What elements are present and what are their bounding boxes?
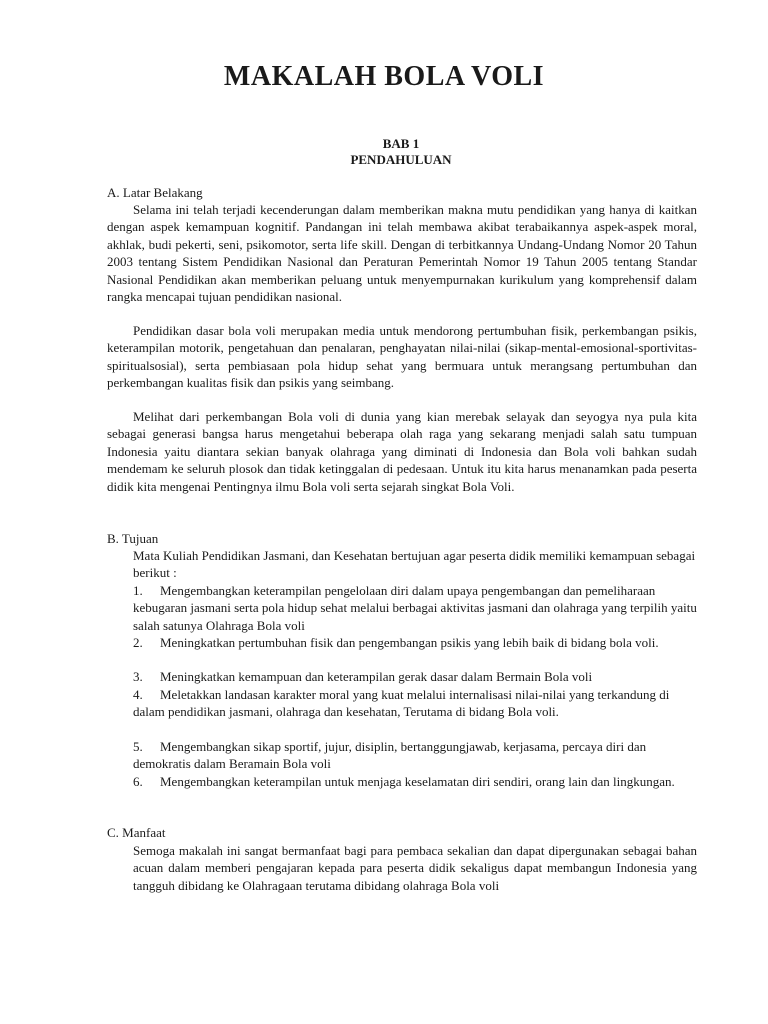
list-item-text: Meningkatkan kemampuan dan keterampilan gerak dasar dalam Bermain Bola voli [160,669,593,684]
list-number: 3. [133,669,143,684]
list-item-text: Meletakkan landasan karakter moral yang kuat melalui internalisasi nilai-nilai yang terkandung di dalam pendidikan jasmani, olahraga dan kesehatan, Terutama di bidang Bola voli. [133,687,670,720]
list-number: 6. [133,774,143,789]
list-item-text: Mengembangkan keterampilan pengelolaan diri dalam upaya pengembangan dan pemeliharaan kebugaran jasmani serta pola hidup sehat melalui berbagai aktivitas jasmani dan olahraga yang terpilih yaitu salah satunya Olahraga Bola voli [133,583,697,633]
document-title: MAKALAH BOLA VOLI [223,61,545,92]
section-heading-tujuan: B. Tujuan [107,531,159,546]
tujuan-intro: Mata Kuliah Pendidikan Jasmani, dan Kesehatan bertujuan agar peserta didik memiliki kemampuan sebagai berikut : [133,548,696,581]
paragraph-latar-belakang-2: Pendidikan dasar bola voli merupakan media untuk mendorong pertumbuhan fisik, perkembangan psikis, keterampilan motorik, pengetahuan dan penalaran, penghayatan nilai-nilai (sikap-mental-emosional-sportivitas-spiritualsosial), serta pembiasaan pola hidup sehat yang bermuara untuk merangsang pertumbuhan dan perkembangan kualitas fisik dan psikis yang seimbang. [107,323,697,391]
list-item-text: Mengembangkan keterampilan untuk menjaga keselamatan diri sendiri, orang lain dan lingkungan. [160,774,675,789]
tujuan-item-2 [133,634,697,651]
chapter-name: PENDAHULUAN [350,152,452,167]
tujuan-item-6 [133,773,697,790]
section-heading-manfaat: C. Manfaat [107,825,166,840]
list-number: 2. [133,635,143,650]
paragraph-manfaat: Semoga makalah ini sangat bermanfaat bagi para pembaca sekalian dan dapat dipergunakan sebagai bahan acuan dalam memberi pengajaran kepada para peserta didik sekaligus dapat membangun Indonesia yang tangguh dibidang ke Olahragaan terutama dibidang olahraga Bola voli [133,843,697,893]
tujuan-item-4 [133,686,697,721]
tujuan-item-3 [133,668,697,685]
section-heading-latar-belakang: A. Latar Belakang [107,185,203,200]
paragraph-latar-belakang-1: Selama ini telah terjadi kecenderungan dalam memberikan makna mutu pendidikan yang hanya di kaitkan dengan aspek kemampuan kognitif. Pandangan ini telah membawa akibat terabaikannya aspek-aspek moral, akhlak, budi pekerti, seni, psikomotor, serta life skill. Dengan di terbitkannya Undang-Undang Nomor 20 Tahun 2003 tentang Sistem Pendidikan Nasional dan Peraturan Pemerintah Nomor 19 Tahun 2005 tentang Standar Nasional Pendidikan akan memberikan peluang untuk menyempurnakan kurikulum yang komprehensif dalam rangka mencapai tujuan pendidikan nasional. [107,202,697,305]
paragraph-latar-belakang-3: Melihat dari perkembangan Bola voli di dunia yang kian merebak selayak dan seyogya nya pula kita sebagai generasi bangsa harus mengetahui beberapa olah raga yang sekarang menjadi salah satu tumpuan Indonesia yaitu diantara sekian banyak olahraga yang diminati di Indonesia dan Bola voli bahkan sudah mendemam ke seluruh plosok dan tidak ketinggalan di pedesaan. Untuk itu kita harus menanamkan pada peserta didik kita mengenai Pentingnya ilmu Bola voli serta sejarah singkat Bola Voli. [107,409,697,494]
list-number: 4. [133,687,143,702]
list-number: 5. [133,739,143,754]
list-item-text: Mengembangkan sikap sportif, jujur, disiplin, bertanggungjawab, kerjasama, percaya diri dan demokratis dalam Beramain Bola voli [133,739,647,772]
tujuan-item-1 [133,582,697,634]
list-number: 1. [133,583,143,598]
tujuan-item-5 [133,738,697,773]
list-item-text: Meningkatkan pertumbuhan fisik dan pengembangan psikis yang lebih baik di bidang bola voli. [160,635,659,650]
chapter-number: BAB 1 [382,136,420,151]
